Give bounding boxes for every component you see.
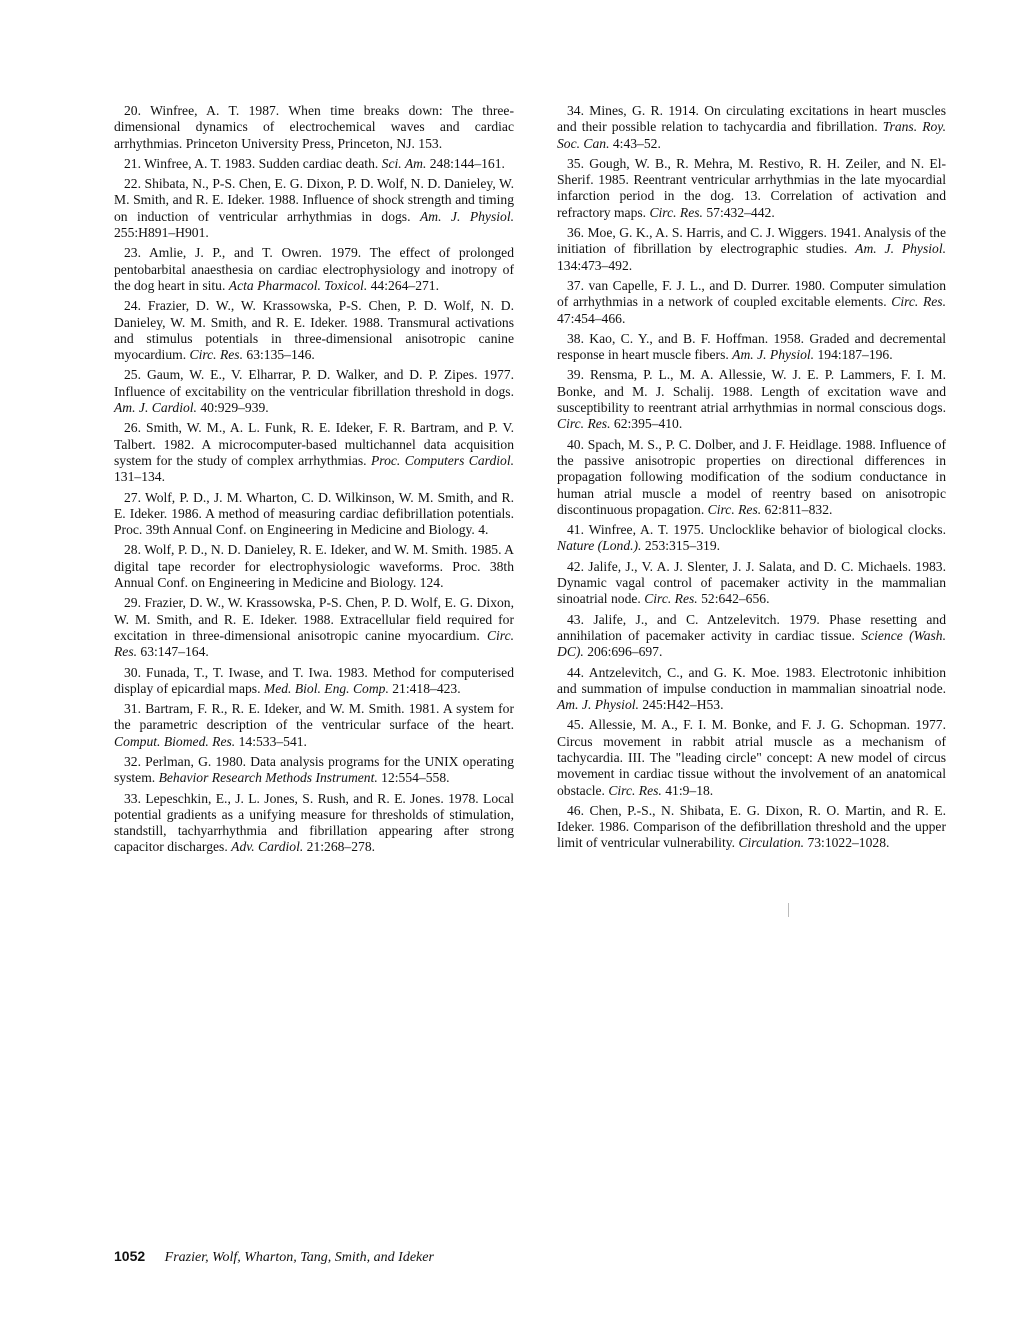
reference-citation: 44:264–271. — [367, 277, 439, 293]
reference-entry — [557, 103, 946, 152]
reference-journal: Med. Biol. Eng. Comp. — [263, 680, 389, 696]
reference-entry — [557, 437, 946, 518]
reference-citation: 62:811–832. — [761, 501, 833, 517]
reference-text: 29. Frazier, D. W., W. Krassowska, P-S. Chen, P. D. Wolf, E. G. Dixon, W. M. Smith, and R. E. Ideker. 1988. Extracellular field required for excitation in three-dimensional anisotropic canine myocardium. — [114, 595, 514, 643]
reference-text: 42. Jalife, J., V. A. J. Slenter, J. J. Salata, and D. C. Michaels. 1983. Dynamic vagal control of pacemaker activity in the mammalian sinoatrial node. — [557, 558, 946, 607]
reference-text: 38. Kao, C. Y., and B. F. Hoffman. 1958. Graded and decremental response in heart muscle fibers. — [557, 330, 946, 363]
reference-journal: Circ. Res. — [189, 347, 244, 363]
reference-journal: Circ. Res. — [608, 782, 662, 798]
reference-entry — [557, 331, 946, 364]
reference-text: 37. van Capelle, F. J. L., and D. Durrer. 1980. Computer simulation of arrhythmias in a network of coupled excitable elements. — [557, 277, 946, 310]
reference-citation: 253:315–319. — [641, 538, 721, 554]
reference-citation: 62:395–410. — [610, 416, 683, 432]
reference-text: 21. Winfree, A. T. 1983. Sudden cardiac death. — [124, 155, 382, 171]
reference-journal: Circulation. — [738, 835, 805, 851]
reference-journal: Comput. Biomed. Res. — [114, 733, 236, 749]
reference-citation: 4:43–52. — [609, 135, 661, 151]
reference-journal: Adv. Cardiol. — [231, 839, 304, 855]
reference-journal: Circ. Res. — [114, 627, 514, 660]
reference-text: 36. Moe, G. K., A. S. Harris, and C. J. Wiggers. 1941. Analysis of the initiation of fibrillation by electrographic studies. — [557, 225, 946, 257]
reference-text: 45. Allessie, M. A., F. I. M. Bonke, and F. J. G. Schopman. 1977. Circus movement in rabbit atrial muscle as a mechanism of tachycardia. III. The "leading circle" concept: A new model of circus movement in cardiac tissue without the involvement of an anatomical obstacle. — [557, 717, 946, 798]
reference-journal: Science (Wash. DC). — [557, 627, 946, 660]
reference-journal: Circ. Res. — [644, 591, 698, 607]
reference-citation: 52:642–656. — [697, 591, 770, 607]
reference-citation: 47:454–466. — [557, 310, 626, 326]
reference-entry — [557, 367, 946, 432]
reference-text: 24. Frazier, D. W., W. Krassowska, P-S. Chen, P. D. Wolf, N. D. Danieley, W. M. Smith, and R. E. Ideker. 1988. Transmural activations and stimulus potentials in three-dimensional anisotropic canine myocardium. — [114, 298, 514, 363]
reference-text: 44. Antzelevitch, C., and G. K. Moe. 1983. Electrotonic inhibition and summation of impulse conduction in mammalian sinoatrial node. — [557, 664, 946, 696]
reference-text: 32. Perlman, G. 1980. Data analysis programs for the UNIX operating system. — [114, 753, 514, 786]
reference-text: 31. Bartram, F. R., R. E. Ideker, and W. M. Smith. 1981. A system for the parametric description of the ventricular surface of the heart. — [114, 701, 514, 733]
reference-entry — [114, 103, 514, 152]
reference-citation: 245:H42–H53. — [638, 697, 724, 713]
reference-entry — [114, 367, 514, 416]
reference-citation: 14:533–541. — [235, 733, 307, 749]
reference-text: 20. Winfree, A. T. 1987. When time breaks down: The three-dimensional dynamics of electrochemical waves and cardiac arrhythmias. Princeton University Press, Princeton, NJ. 153. — [114, 103, 514, 151]
reference-text: 28. Wolf, P. D., N. D. Danieley, R. E. Ideker, and W. M. Smith. 1985. A digital tape recorder for electrophysiologic waveforms. Proc. 38th Annual Conf. on Engineering in Medicine and Biology. 124. — [114, 542, 514, 591]
reference-journal: Circ. Res. — [557, 416, 611, 432]
reference-entry — [114, 754, 514, 787]
reference-journal: Am. J. Physiol. — [855, 241, 947, 257]
reference-journal: Am. J. Physiol. — [732, 347, 815, 363]
reference-entry — [557, 278, 946, 327]
scan-mark — [788, 903, 789, 917]
reference-journal: Circ. Res. — [649, 204, 703, 220]
reference-entry — [114, 791, 514, 856]
reference-text: 33. Lepeschkin, E., J. L. Jones, S. Rush, and R. E. Jones. 1978. Local potential gradients as a unifying measure for thresholds of stimulation, standstill, tachyarrhythmia and fibrillation appearing after strong capacitor discharges. — [114, 790, 514, 855]
reference-citation: 73:1022–1028. — [804, 835, 890, 851]
reference-journal: Am. J. Physiol. — [557, 697, 639, 713]
reference-text: 39. Rensma, P. L., M. A. Allessie, W. J. E. P. Lammers, F. I. M. Bonke, and M. J. Schalij. 1988. Length of excitation wave and susceptibility to reentrant atrial arrhythmias in normal conscious dogs. — [557, 367, 946, 416]
reference-journal: Behavior Research Methods Instrument. — [158, 770, 378, 786]
reference-text: 22. Shibata, N., P-S. Chen, E. G. Dixon, P. D. Wolf, N. D. Danieley, W. M. Smith, and R. E. Ideker. 1988. Influence of shock strength and timing on induction of ventricular arrhythmias in dogs. — [114, 176, 514, 224]
reference-entry — [114, 665, 514, 698]
reference-entry — [114, 701, 514, 750]
reference-citation: 21:268–278. — [303, 839, 376, 855]
reference-citation: 12:554–558. — [377, 770, 450, 786]
running-head: Frazier, Wolf, Wharton, Tang, Smith, and Ideker — [164, 1250, 434, 1265]
reference-citation: 255:H891–H901. — [114, 225, 209, 241]
reference-text: 41. Winfree, A. T. 1975. Unclocklike behavior of biological clocks. — [567, 522, 946, 538]
reference-text: 35. Gough, W. B., R. Mehra, M. Restivo, R. H. Zeiler, and N. El-Sherif. 1985. Reentrant ventricular arrhythmias in the late myocardial infarction period in the dog. 13. Correlation of activation and refractory maps. — [557, 155, 946, 220]
reference-entry — [557, 803, 946, 852]
reference-entry — [114, 176, 514, 241]
reference-citation: 134:473–492. — [557, 257, 633, 273]
reference-journal: Acta Pharmacol. Toxicol. — [228, 277, 368, 293]
reference-entry — [557, 717, 946, 798]
reference-journal: Sci. Am. — [381, 155, 427, 171]
reference-text: 26. Smith, W. M., A. L. Funk, R. E. Ideker, F. R. Bartram, and P. V. Talbert. 1982. A microcomputer-based multichannel data acquisition system for the study of complex arrhythmias. — [114, 420, 514, 468]
reference-citation: 63:147–164. — [137, 644, 209, 660]
page-number: 1052 — [114, 1248, 146, 1264]
reference-column-right — [557, 103, 946, 856]
reference-citation: 40:929–939. — [196, 400, 269, 416]
reference-citation: 41:9–18. — [661, 782, 714, 798]
reference-text: 46. Chen, P.-S., N. Shibata, E. G. Dixon, R. O. Martin, and R. E. Ideker. 1986. Comparison of the defibrillation threshold and the upper limit of ventricular vulnerability. — [557, 802, 946, 851]
reference-citation: 131–134. — [114, 469, 165, 485]
reference-entry — [557, 522, 946, 555]
reference-journal: Trans. Roy. Soc. Can. — [557, 119, 946, 151]
reference-entry — [114, 595, 514, 660]
reference-journal: Circ. Res. — [891, 294, 946, 310]
reference-text: 25. Gaum, W. E., V. Elharrar, P. D. Walker, and D. P. Zipes. 1977. Influence of excitability on the ventricular fibrillation threshold in dogs. — [114, 367, 514, 399]
reference-citation: 63:135–146. — [243, 347, 315, 363]
reference-entry — [114, 490, 514, 539]
reference-journal: Proc. Computers Cardiol. — [371, 452, 514, 468]
reference-text: 23. Amlie, J. P., and T. Owren. 1979. The effect of prolonged pentobarbital anaesthesia on cardiac electrophysiology and inotropy of the dog heart in situ. — [114, 245, 514, 293]
reference-entry — [114, 542, 514, 591]
reference-text: 34. Mines, G. R. 1914. On circulating excitations in heart muscles and their possible relation to tachycardia and fibrillation. — [557, 103, 946, 135]
reference-citation: 21:418–423. — [388, 680, 461, 696]
reference-column-left — [114, 103, 514, 860]
reference-entry — [114, 420, 514, 485]
reference-entry — [557, 156, 946, 221]
reference-citation: 57:432–442. — [702, 204, 775, 220]
reference-entry — [114, 156, 514, 172]
reference-entry — [557, 665, 946, 714]
reference-text: 43. Jalife, J., and C. Antzelevitch. 1979. Phase resetting and annihilation of pacemaker activity in cardiac tissue. — [557, 611, 946, 643]
reference-entry — [114, 298, 514, 363]
reference-entry — [557, 612, 946, 661]
reference-entry — [557, 559, 946, 608]
page-footer — [114, 1248, 434, 1266]
reference-text: 30. Funada, T., T. Iwase, and T. Iwa. 1983. Method for computerised display of epicardial maps. — [114, 664, 514, 696]
reference-citation: 248:144–161. — [426, 155, 505, 171]
reference-journal: Circ. Res. — [707, 501, 762, 517]
reference-citation: 194:187–196. — [814, 347, 893, 363]
reference-journal: Am. J. Cardiol. — [114, 400, 197, 416]
reference-text: 40. Spach, M. S., P. C. Dolber, and J. F. Heidlage. 1988. Influence of the passive anisotropic properties on directional differences in propagation following modification of the sodium conductance in human atrial muscle a model of reentry based on anisotropic discontinuous propagation. — [557, 436, 946, 517]
reference-entry — [557, 225, 946, 274]
reference-citation: 206:696–697. — [583, 644, 663, 660]
reference-journal: Am. J. Physiol. — [419, 208, 514, 224]
reference-entry — [114, 245, 514, 294]
reference-text: 27. Wolf, P. D., J. M. Wharton, C. D. Wilkinson, W. M. Smith, and R. E. Ideker. 1986. A method of measuring cardiac defibrillation potentials. Proc. 39th Annual Conf. on Engineering in Medicine and Biology. 4. — [114, 489, 514, 538]
reference-journal: Nature (Lond.). — [557, 538, 642, 554]
